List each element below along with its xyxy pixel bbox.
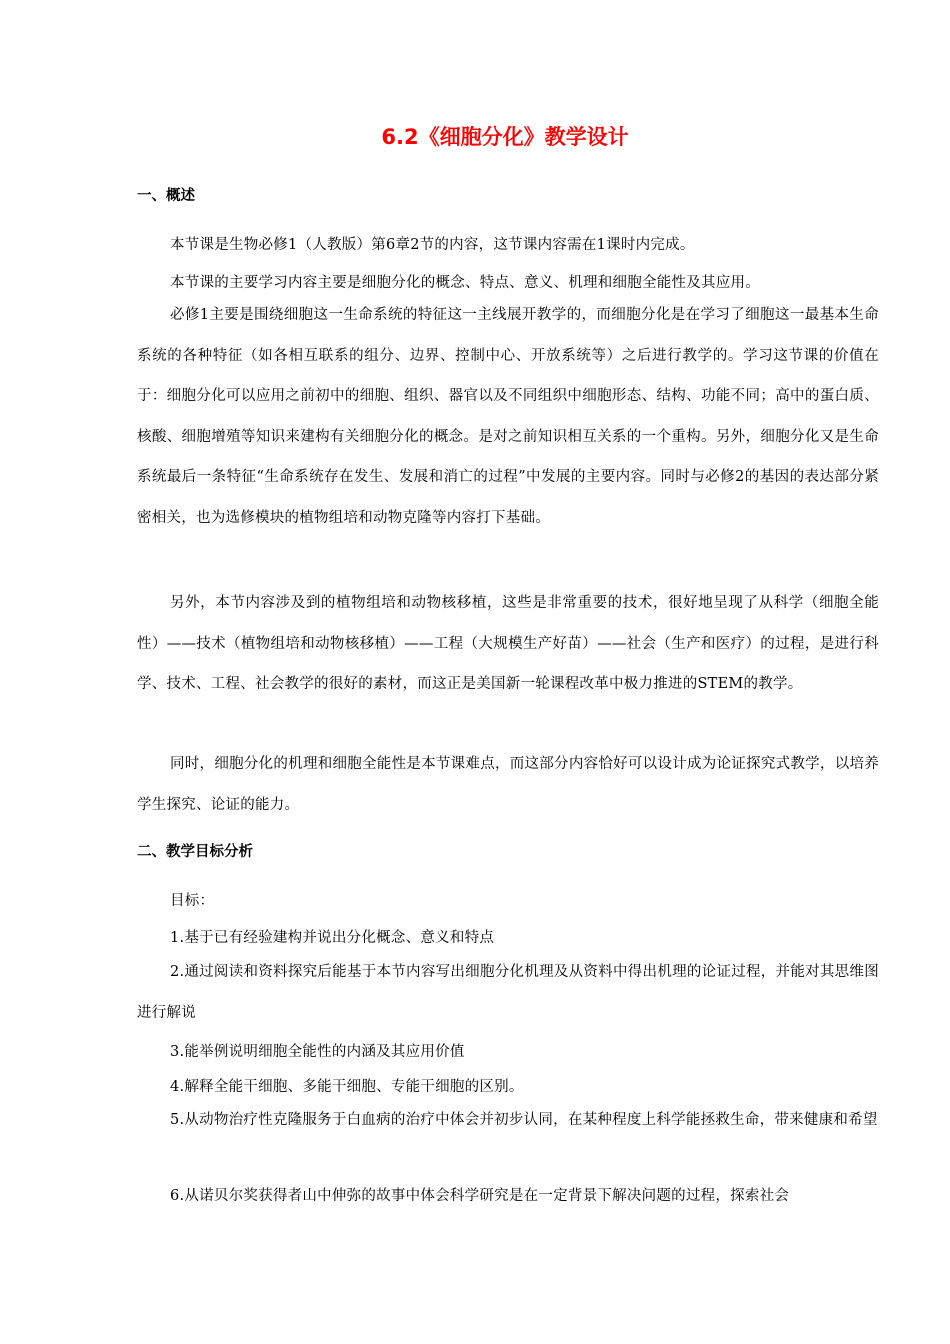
section-heading-objectives: 二、教学目标分析 <box>137 844 253 860</box>
document-title: 6.2《细胞分化》教学设计 <box>381 125 629 149</box>
objective-item: 6.从诺贝尔奖获得者山中伸弥的故事中体会科学研究是在一定背景下解决问题的过程，探索社会 <box>170 1188 790 1204</box>
objective-item: 2.通过阅读和资料探究后能基于本节内容写出细胞分化机理及从资料中得出机理的论证过程，并能对其思维图进行解说 <box>137 964 879 1021</box>
overview-paragraph: 另外，本节内容涉及到的植物组培和动物核移植，这些是非常重要的技术，很好地呈现了从科学（细胞全能性）——技术（植物组培和动物核移植）——工程（大规模生产好苗）——社会（生产和医疗）的过程，是进行科学、技术、工程、社会教学的很好的素材，而这正是美国新一轮课程改革中极力推进的STEM的教学。 <box>137 595 879 693</box>
objectives-intro: 目标： <box>170 893 215 909</box>
objective-item: 5.从动物治疗性克隆服务于白血病的治疗中体会并初步认同，在某种程度上科学能拯救生命，带来健康和希望 <box>170 1112 878 1128</box>
overview-paragraph: 必修1主要是围绕细胞这一生命系统的特征这一主线展开教学的，而细胞分化是在学习了细胞这一最基本生命系统的各种特征（如各相互联系的组分、边界、控制中心、开放系统等）之后进行教学的。学习这节课的价值在于：细胞分化可以应用之前初中的细胞、组织、器官以及不同组织中细胞形态、结构、功能不同；高中的蛋白质、核酸、细胞增殖等知识来建构有关细胞分化的概念。是对之前知识相互关系的一个重构。另外，细胞分化又是生命系统最后一条特征“生命系统存在发生、发展和消亡的过程”中发展的主要内容。同时与必修2的基因的表达部分紧密相关，也为选修模块的植物组培和动物克隆等内容打下基础。 <box>137 307 879 526</box>
objective-item: 3.能举例说明细胞全能性的内涵及其应用价值 <box>170 1044 465 1060</box>
overview-paragraph: 同时，细胞分化的机理和细胞全能性是本节课难点，而这部分内容恰好可以设计成为论证探究式教学，以培养学生探究、论证的能力。 <box>137 756 879 813</box>
overview-paragraph: 本节课的主要学习内容主要是细胞分化的概念、特点、意义、机理和细胞全能性及其应用。 <box>170 275 760 291</box>
section-heading-overview: 一、概述 <box>137 188 195 204</box>
overview-paragraph: 本节课是生物必修1（人教版）第6章2节的内容，这节课内容需在1课时内完成。 <box>170 237 695 253</box>
objective-item: 4.解释全能干细胞、多能干细胞、专能干细胞的区别。 <box>170 1079 524 1095</box>
objective-item: 1.基于已有经验建构并说出分化概念、意义和特点 <box>170 930 495 946</box>
